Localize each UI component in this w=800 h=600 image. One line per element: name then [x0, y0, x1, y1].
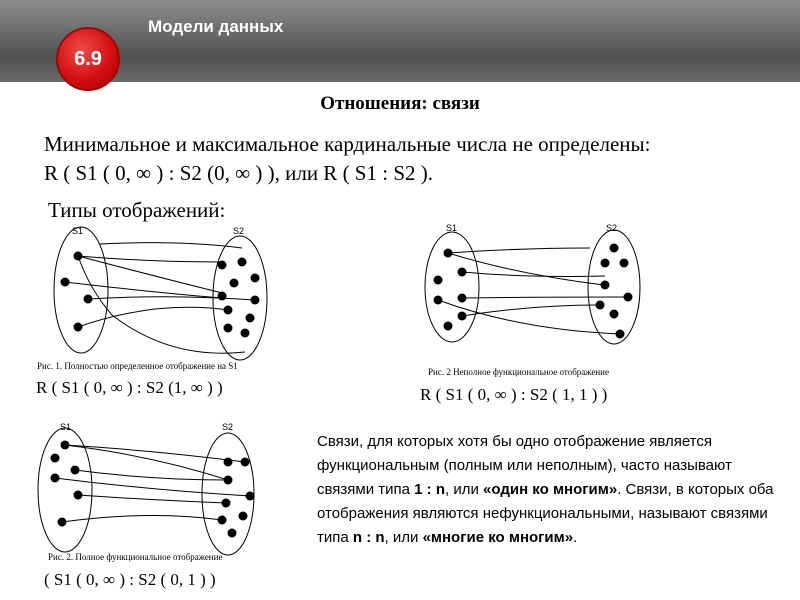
element-point	[601, 259, 610, 268]
element-point	[224, 476, 233, 485]
mapping-line	[462, 297, 628, 298]
element-point	[222, 499, 231, 508]
figure-1-formula: R ( S1 ( 0, ∞ ) : S2 (1, ∞ ) )	[36, 378, 223, 397]
element-point	[610, 244, 619, 253]
mapping-line	[78, 495, 226, 503]
set-label-s1: S1	[60, 422, 72, 432]
element-point	[616, 330, 625, 339]
element-point	[224, 458, 233, 467]
element-point	[74, 252, 83, 261]
element-point	[458, 294, 467, 303]
element-point	[224, 306, 233, 315]
set-label-s2: S2	[222, 422, 234, 432]
element-point	[241, 329, 250, 338]
header-title: Модели данных	[148, 17, 284, 36]
types-heading: Типы отображений:	[48, 198, 226, 222]
mapping-line	[448, 248, 590, 253]
set-label-s1: S1	[72, 226, 84, 236]
element-point	[74, 323, 83, 332]
element-point	[71, 466, 80, 475]
desc-bold-term: «многие ко многим»	[422, 529, 574, 546]
figure-1-caption: Рис. 1. Полностью определенное отображение на S1	[37, 361, 238, 371]
mapping-line	[448, 253, 604, 285]
element-point	[74, 491, 83, 500]
element-point	[218, 292, 227, 301]
element-point	[444, 249, 453, 258]
desc-text: Связи, для которых хотя бы одно отображение является функциональным (полным или неполным), часто называют связями типа	[317, 433, 732, 498]
mapping-line	[62, 515, 222, 522]
element-point	[224, 324, 233, 333]
desc-text: , или	[384, 529, 423, 546]
element-point	[239, 512, 248, 521]
element-point	[218, 261, 227, 270]
figure-3-caption: Рис. 2. Полное функциональное отображение	[48, 552, 223, 562]
set-label-s1: S1	[446, 223, 458, 233]
desc-text: , или	[445, 481, 484, 498]
element-point	[596, 301, 605, 310]
element-point	[61, 278, 70, 287]
set-s1-oval	[54, 227, 108, 353]
element-point	[84, 295, 93, 304]
section-badge: 6.9	[56, 27, 120, 91]
element-point	[434, 276, 443, 285]
desc-bold-term: «один ко многим»	[483, 481, 618, 498]
element-point	[458, 268, 467, 277]
desc-bold-term: n : n	[352, 529, 385, 546]
element-point	[51, 474, 60, 483]
element-point	[246, 492, 255, 501]
diagram-1	[54, 227, 267, 360]
element-point	[601, 281, 610, 290]
element-point	[58, 518, 67, 527]
element-point	[246, 314, 255, 323]
mapping-line	[75, 470, 228, 480]
element-point	[624, 293, 633, 302]
element-point	[228, 529, 237, 538]
set-label-s2: S2	[233, 226, 245, 236]
element-point	[230, 279, 239, 288]
element-point	[610, 310, 619, 319]
element-point	[51, 454, 60, 463]
element-point	[238, 258, 247, 267]
set-label-s2: S2	[606, 223, 618, 233]
element-point	[61, 441, 70, 450]
desc-bold-term: 1 : n	[414, 481, 446, 498]
element-point	[218, 516, 227, 525]
element-point	[251, 274, 260, 283]
mapping-line	[100, 243, 242, 248]
diagram-3	[38, 428, 254, 555]
desc-text: .	[573, 529, 578, 546]
element-point	[434, 296, 443, 305]
mapping-line	[78, 307, 228, 327]
element-point	[444, 322, 453, 331]
intro-line-2: R ( S1 ( 0, ∞ ) : S2 (0, ∞ ) ), или R ( S1 : S2 ).	[44, 161, 433, 185]
element-point	[241, 458, 250, 467]
mapping-line	[55, 478, 250, 496]
figure-2-caption: Рис. 2 Неполное функциональное отображение	[428, 367, 609, 377]
element-point	[620, 259, 629, 268]
intro-line-1: Минимальное и максимальное кардинальные числа не определены:	[44, 132, 651, 156]
desc-text: . Связи, в которых оба отображения являются нефункциональными, называют связями типа	[317, 481, 774, 546]
slide-title: Отношения: связи	[320, 93, 480, 114]
description-paragraph	[317, 430, 787, 550]
element-point	[251, 296, 260, 305]
element-point	[458, 312, 467, 321]
mapping-line	[65, 445, 245, 462]
mapping-line	[88, 297, 255, 300]
figure-3-formula: ( S1 ( 0, ∞ ) : S2 ( 0, 1 ) )	[44, 570, 216, 589]
figure-2-formula: R ( S1 ( 0, ∞ ) : S2 ( 1, 1 ) )	[420, 385, 608, 404]
